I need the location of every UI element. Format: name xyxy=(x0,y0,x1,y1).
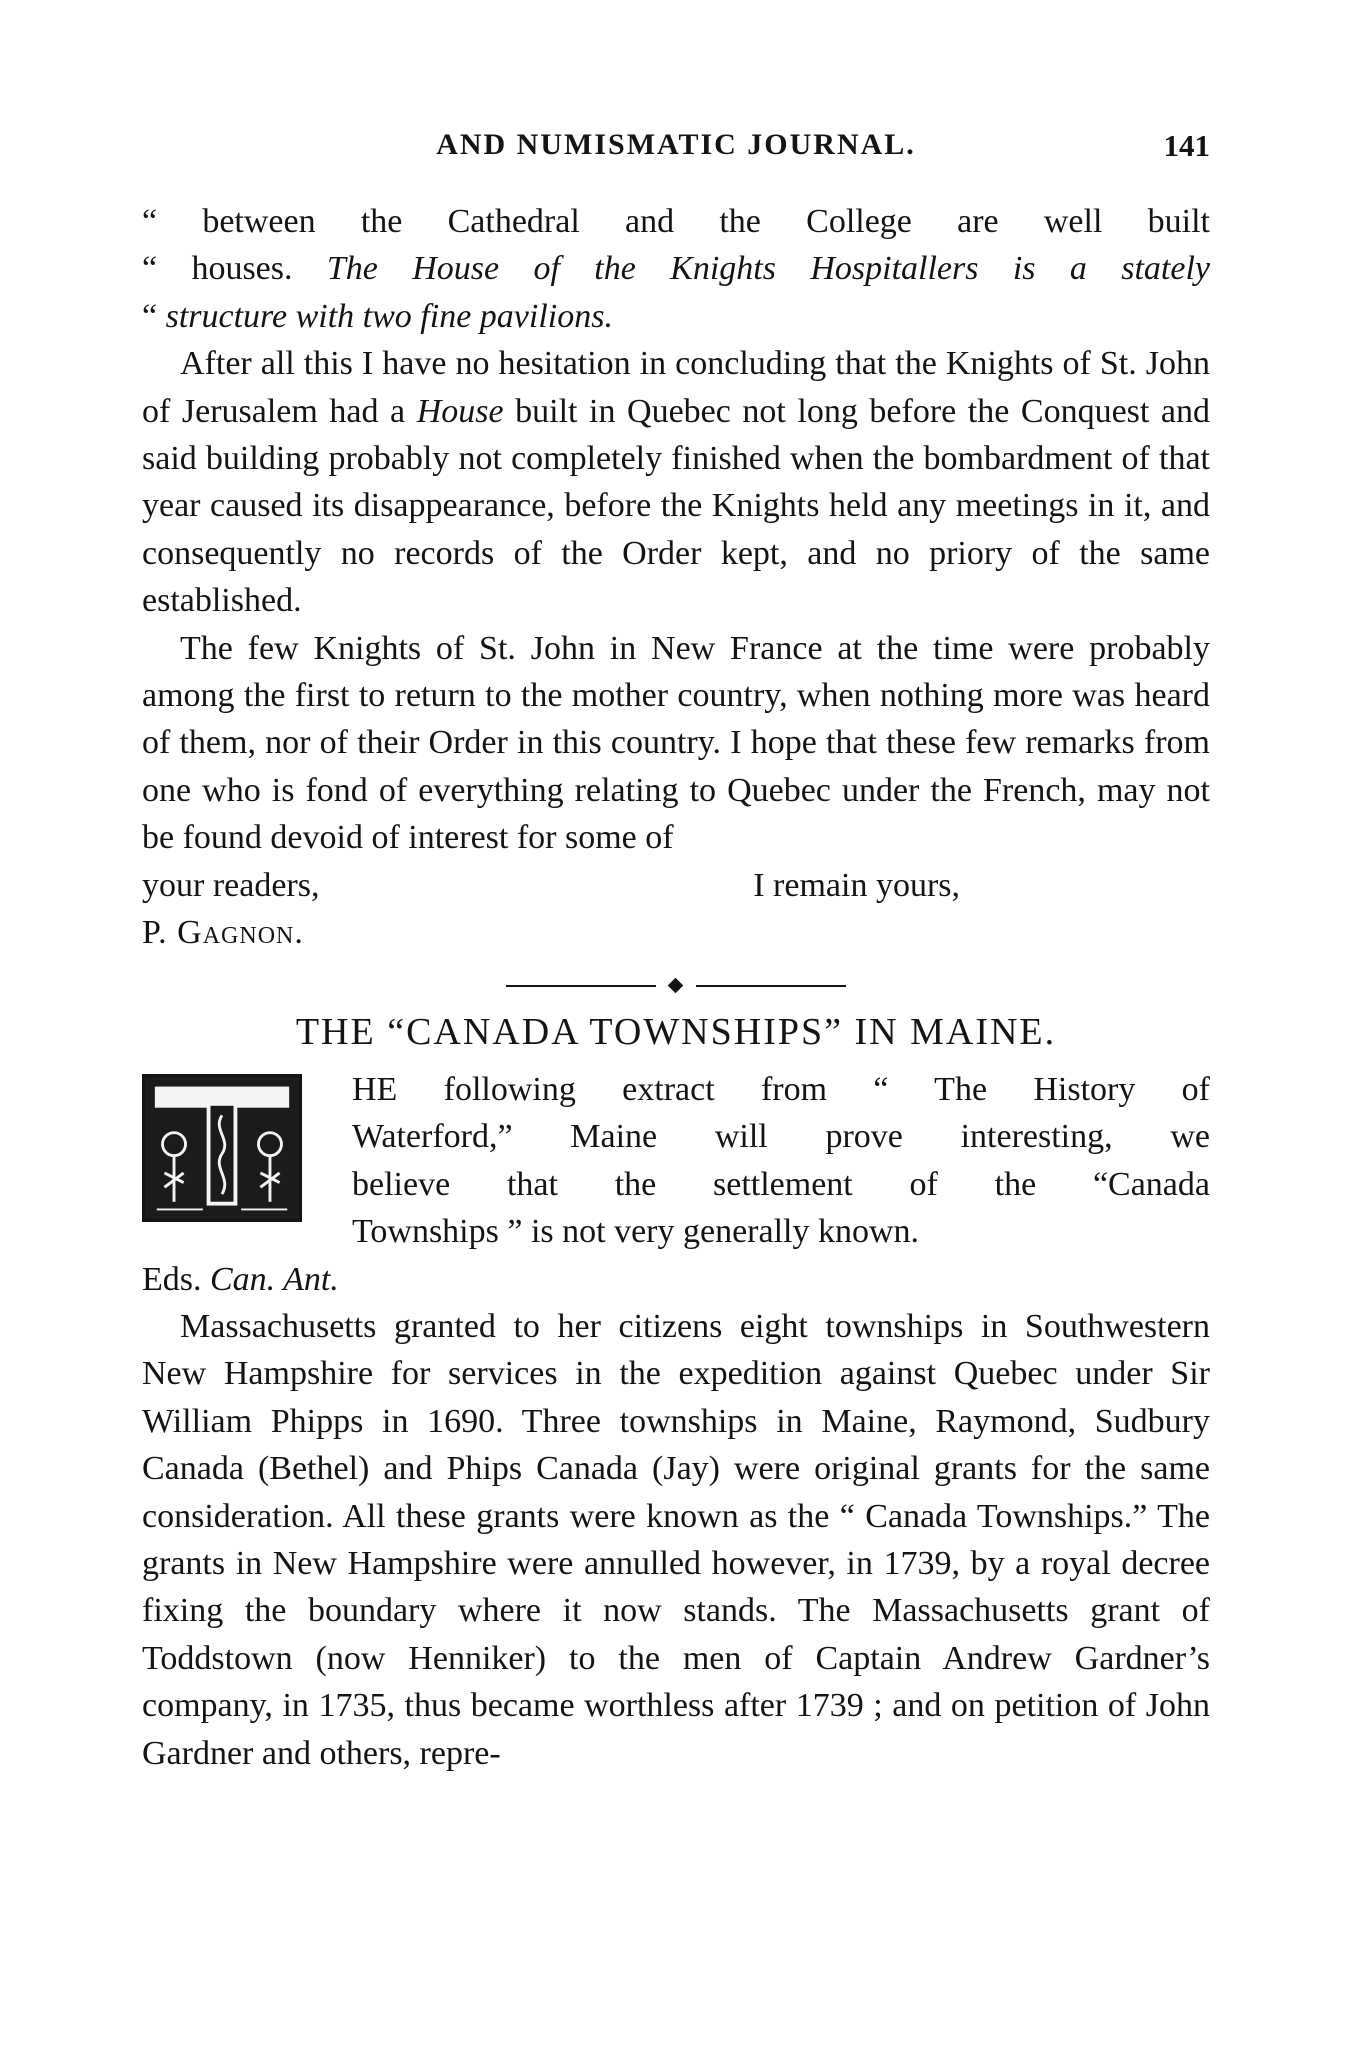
letter-paragraph-2: The few Knights of St. John in New France at the time were probably among the first to return to the mother country, when nothing more was heard of them, nor of their Order in this country. I hope that these few remarks from one who is fond of everything relating to Quebec under the French, may not be found devoid of interest for some of xyxy=(142,629,1210,857)
article-body-paragraph: Massachusetts granted to her citizens eight townships in Southwestern New Hampshire for services in the expedition against Quebec under Sir William Phipps in 1690. Three townships in Maine, Raymond, Sudbury Canada (Bethel) and Phips Canada (Jay) were original grants for the same consideration. All these grants were known as the “ Canada Townships.” The grants in New Hampshire were annulled however, in 1739, by a royal decree fixing the boundary where it now stands. The Massachusetts grant of Toddstown (now Henniker) to the men of Captain Andrew Gardner’s company, in 1735, thus became worthless after 1739 ; and on petition of John Gardner and others, repre- xyxy=(142,1307,1210,1772)
section-divider-ornament xyxy=(506,979,846,993)
divider-rule-right xyxy=(696,985,846,987)
divider-diamond-icon xyxy=(668,977,684,993)
closing-left: your readers, xyxy=(142,866,320,904)
page-body xyxy=(142,198,1210,1777)
letter-paragraph-1: After all this I have no hesitation in concluding that the Knights of St. John of Jerusalem had a House built in Quebec not long before the Conquest and said building probably not completely finished when the bombardment of that year caused its disappearance, before the Knights held any meetings in it, and consequently no records of the Order kept, and no priory of the same established. xyxy=(142,345,1210,620)
running-title: AND NUMISMATIC JOURNAL. xyxy=(436,128,916,161)
letter-closing xyxy=(142,862,1210,909)
intro-line-3: believe that the settlement of the “Canada xyxy=(352,1165,1210,1203)
drop-cap-t-icon xyxy=(142,1074,302,1222)
article-intro xyxy=(142,1066,1210,1256)
drop-cap-ornament xyxy=(145,1077,299,1219)
quote-line-3: “ structure with two fine pavilions. xyxy=(142,297,613,335)
quote-line-1: “ between the Cathedral and the College are well built xyxy=(142,203,1210,240)
quote-line-2: “ houses. The House of the Knights Hospitallers is a stately xyxy=(142,250,1210,288)
intro-line-2: Waterford,” Maine will prove interesting, we xyxy=(352,1118,1210,1156)
running-head xyxy=(142,128,1210,168)
closing-right: I remain yours, xyxy=(753,866,960,904)
intro-line-4: Townships ” is not very generally known. xyxy=(352,1213,920,1251)
editors-credit: Eds. Can. Ant. xyxy=(142,1260,339,1298)
intro-lines xyxy=(352,1066,1210,1256)
signature: P. Gagnon. xyxy=(142,914,304,952)
article-title: THE “CANADA TOWNSHIPS” IN MAINE. xyxy=(295,1010,1057,1053)
page-number: 141 xyxy=(1163,128,1210,163)
divider-rule-left xyxy=(506,985,656,987)
intro-line-1: HE following extract from “ The History of xyxy=(352,1070,1210,1108)
